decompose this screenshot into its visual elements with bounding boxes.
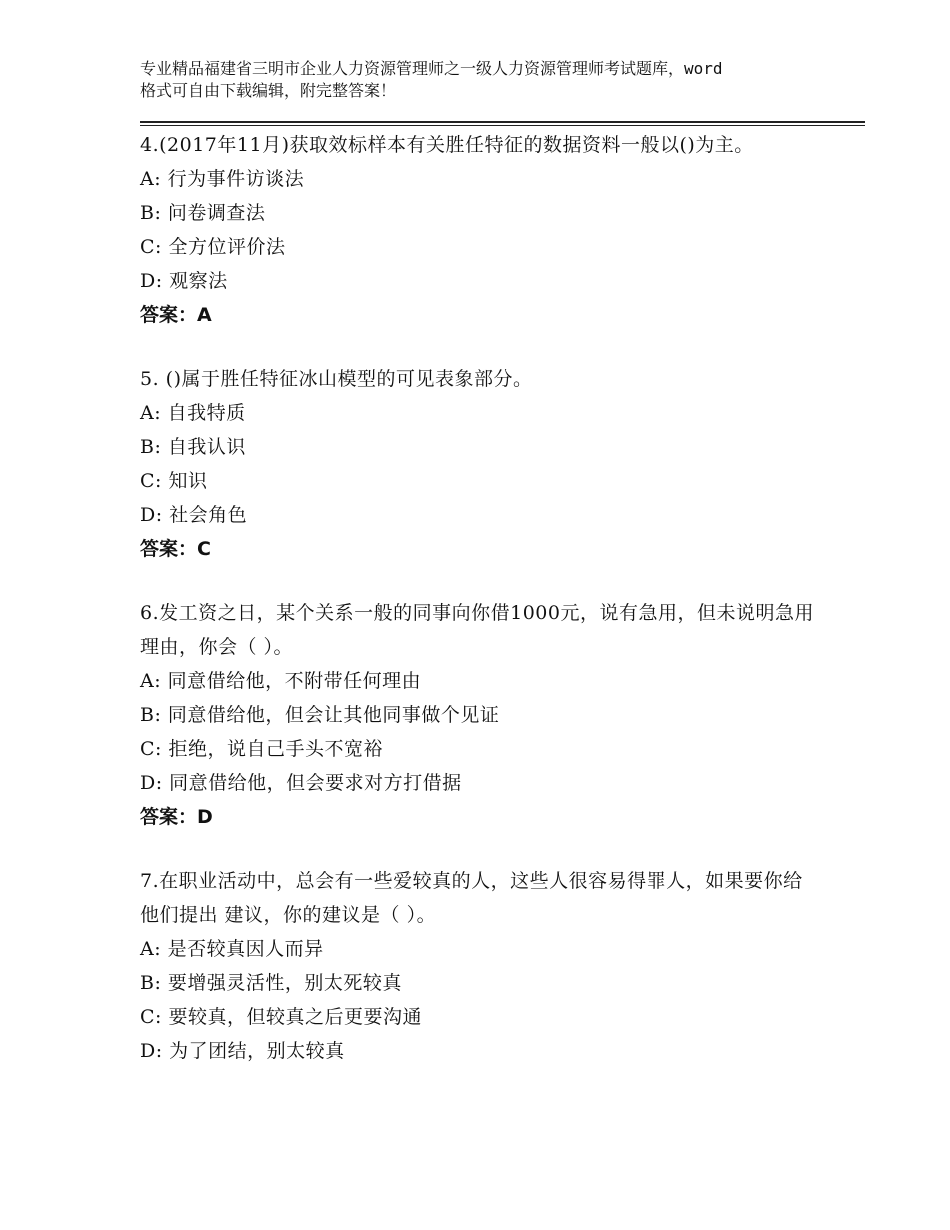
answer-label: 答案：A: [140, 304, 212, 326]
header-divider-thin: [140, 125, 865, 126]
question-4: [140, 128, 820, 332]
question-stem: 5. ()属于胜任特征冰山模型的可见表象部分。: [140, 368, 533, 390]
option-c: C: 拒绝，说自己手头不宽裕: [140, 738, 383, 760]
option-a: A: 同意借给他，不附带任何理由: [140, 670, 422, 692]
question-6: [140, 596, 820, 834]
header-line-1: 专业精品福建省三明市企业人力资源管理师之一级人力资源管理师考试题库，word: [140, 59, 723, 78]
question-stem: 4.(2017年11月)获取效标样本有关胜任特征的数据资料一般以()为主。: [140, 134, 754, 156]
option-d: D: 同意借给他，但会要求对方打借据: [140, 772, 462, 794]
option-a: A: 自我特质: [140, 402, 246, 424]
answer-label: 答案：C: [140, 538, 211, 560]
option-a: A: 是否较真因人而异: [140, 938, 324, 960]
option-b: B: 要增强灵活性，别太死较真: [140, 972, 402, 994]
option-d: D: 观察法: [140, 270, 228, 292]
answer-label: 答案：D: [140, 806, 213, 828]
option-c: C: 全方位评价法: [140, 236, 286, 258]
option-c: C: 知识: [140, 470, 208, 492]
option-b: B: 问卷调查法: [140, 202, 266, 224]
question-stem: 7.在职业活动中，总会有一些爱较真的人，这些人很容易得罪人，如果要你给他们提出 建议，你的建议是（ ）。: [140, 870, 803, 926]
option-d: D: 社会角色: [140, 504, 248, 526]
question-list: [140, 128, 820, 1098]
question-7: [140, 864, 820, 1068]
option-a: A: 行为事件访谈法: [140, 168, 305, 190]
option-c: C: 要较真，但较真之后更要沟通: [140, 1006, 422, 1028]
option-b: B: 自我认识: [140, 436, 246, 458]
question-5: [140, 362, 820, 566]
question-stem: 6.发工资之日，某个关系一般的同事向你借1000元，说有急用，但未说明急用理由，你会（ ）。: [140, 602, 814, 658]
option-b: B: 同意借给他，但会让其他同事做个见证: [140, 704, 500, 726]
option-d: D: 为了团结，别太较真: [140, 1040, 345, 1062]
header-line-2: 格式可自由下载编辑，附完整答案！: [140, 81, 397, 100]
document-header: [140, 58, 840, 102]
header-divider-thick: [140, 121, 865, 123]
